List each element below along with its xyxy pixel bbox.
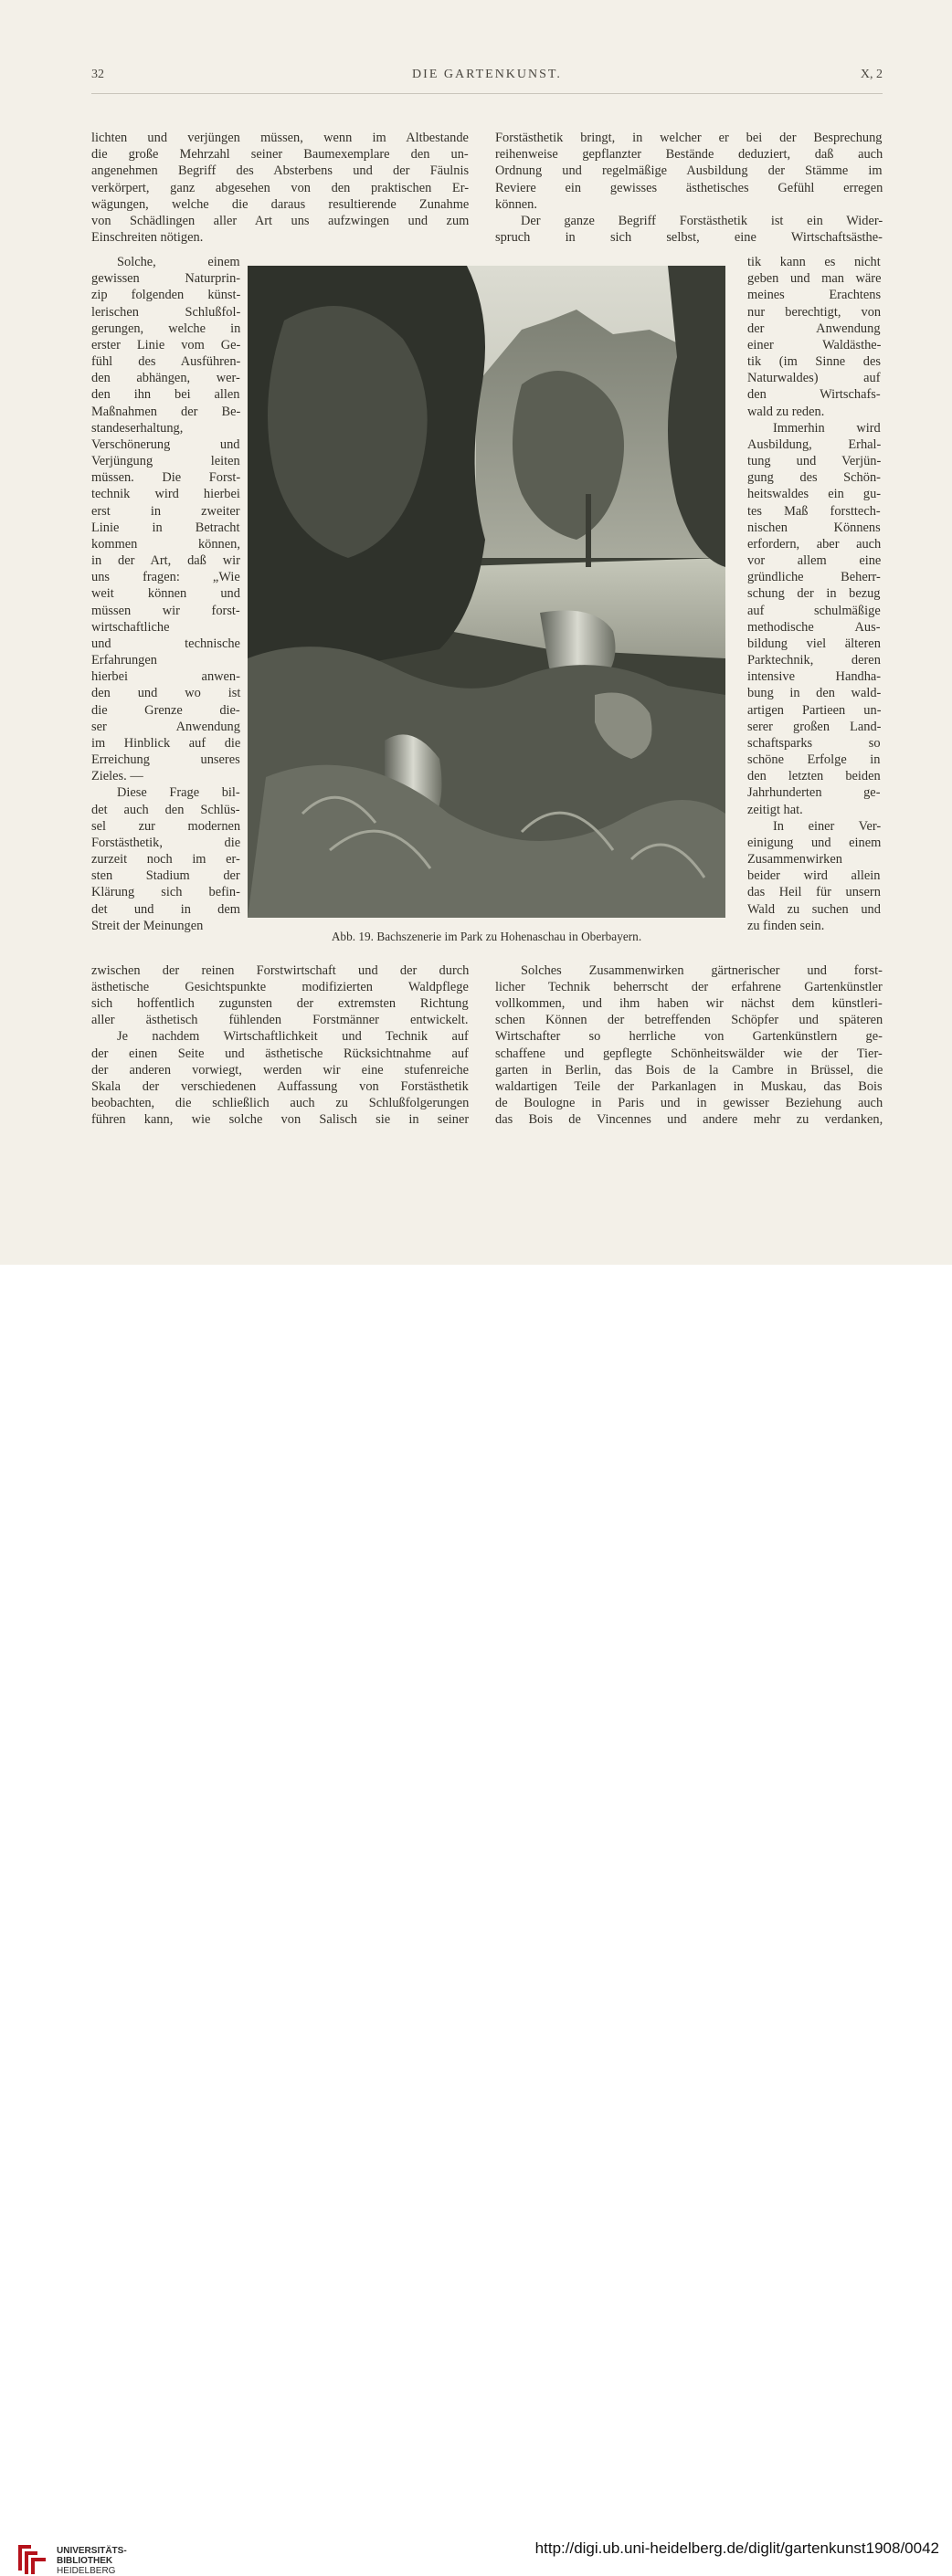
col1-narrow-line: den abhängen, wer- — [91, 371, 240, 386]
col1-narrow-line: Verschönerung und — [91, 436, 240, 452]
col1-narrow-line: den und wo ist — [91, 686, 241, 701]
col1-narrow-line: hierbei anwen- — [91, 669, 240, 685]
col2-top-line: Der ganze Begriff Forstästhetik ist ein Wider- — [521, 213, 883, 228]
col1-top-line: angenehmen Begriff des Absterbens und der Fäulnis — [91, 163, 470, 179]
col1-narrow-line: lerischen Schlußfol- — [91, 304, 241, 320]
col2-bottom-line: schen Können der betreffenden Schöpfer und späteren — [495, 1013, 883, 1028]
col2-narrow-line: schöne Erfolge in — [747, 752, 881, 768]
col1-narrow-line: uns fragen: „Wie — [91, 570, 240, 585]
col1-narrow-line: gerungen, welche in — [91, 321, 241, 336]
col1-narrow-line: Linie in Betracht — [91, 520, 240, 535]
col2-narrow-line: bildung viel älteren — [747, 636, 881, 651]
col1-narrow-line: Maßnahmen der Be- — [91, 404, 241, 419]
col2-narrow-line: In einer Ver- — [773, 818, 882, 834]
col2-narrow-line: erfordern, aber auch — [747, 536, 882, 552]
col2-narrow-line: geben und man wäre — [747, 271, 882, 287]
col2-narrow-line: meines Erachtens — [747, 288, 882, 303]
col2-bottom-line: garten in Berlin, das Bois de la Cambre in Brüssel, die — [495, 1062, 883, 1078]
figure-photo — [248, 266, 725, 918]
col2-narrow-line: tik (im Sinne des — [747, 354, 881, 370]
col2-narrow-line: artigen Partieen un- — [747, 702, 882, 718]
col2-narrow-line: Immerhin wird — [773, 420, 881, 436]
col2-top-line: Forstästhetik bringt, in welcher er bei der Besprechung — [495, 131, 883, 145]
col1-narrow-line: Zieles. — — [91, 769, 143, 784]
col2-bottom-line: Solches Zusammenwirken gärtnerischer und forst- — [521, 963, 883, 978]
col2-bottom-line: licher Technik beherrscht der erfahrene Gartenkünstler — [495, 980, 883, 995]
col1-narrow-line: wirtschaftliche — [91, 619, 170, 635]
col1-narrow-line: sel zur modernen — [91, 818, 241, 834]
col2-narrow-line: heitswaldes ein gu- — [747, 487, 882, 502]
col1-narrow-line: erster Linie vom Ge- — [91, 337, 241, 352]
col1-narrow-line: standeserhaltung, — [91, 420, 184, 436]
col2-bottom-line: vollkommen, und ihm haben wir nächst dem künstleri- — [495, 996, 883, 1012]
library-line-1: UNIVERSITÄTS- — [57, 2546, 127, 2556]
running-header — [91, 68, 883, 88]
col2-narrow-line: schung der in bezug — [747, 586, 881, 602]
col1-top-line: von Schädlingen aller Art uns aufzwingen und zum — [91, 213, 470, 228]
col2-narrow-line: einigung und einem — [747, 835, 882, 850]
library-line-2: BIBLIOTHEK — [57, 2556, 113, 2566]
page-number: 32 — [91, 68, 104, 81]
col1-narrow-line: zurzeit noch im er- — [91, 852, 240, 867]
col1-narrow-line: sten Stadium der — [91, 868, 240, 884]
col1-narrow-line: weit können und — [91, 586, 240, 602]
col1-narrow-line: erst in zweiter — [91, 503, 240, 519]
col1-narrow-line: Erreichung unseres — [91, 752, 240, 768]
col2-narrow-line: Wald zu suchen und — [747, 901, 881, 917]
col2-top-line: spruch in sich selbst, eine Wirtschaftsästhe- — [495, 230, 883, 246]
col2-narrow-line: nischen Könnens — [747, 520, 881, 535]
col2-top-line: reihenweise gepflanzter Bestände deduziert, daß auch — [495, 147, 883, 163]
col2-bottom-line: de Boulogne in Paris und in gewisser Beziehung auch — [495, 1095, 883, 1110]
col1-narrow-line: ser Anwendung — [91, 719, 240, 734]
col2-narrow-line: das Heil für unsern — [747, 885, 881, 900]
col1-narrow-line: Klärung sich befin- — [91, 885, 240, 900]
scanned-page — [0, 0, 952, 1265]
col1-narrow-line: Erfahrungen — [91, 653, 157, 668]
col2-narrow-line: gung des Schön- — [747, 470, 881, 486]
col2-narrow-line: Parktechnik, deren — [747, 653, 881, 668]
col2-bottom-line: schaffene und gepflegte Schönheitswälder wie der Tier- — [495, 1046, 883, 1061]
library-logo-icon — [16, 2539, 48, 2576]
col1-narrow-line: det und in dem — [91, 901, 240, 917]
source-url[interactable]: http://digi.ub.uni-heidelberg.de/diglit/gartenkunst1908/0042 — [534, 2539, 939, 2557]
col2-top-line: Ordnung und regelmäßige Ausbildung der Stämme im — [495, 163, 883, 179]
col2-narrow-line: intensive Handha- — [747, 669, 882, 685]
col2-bottom-line: Wirtschafter so herrliche von Gartenkünstlern ge- — [495, 1029, 883, 1045]
library-line-3: HEIDELBERG — [57, 2566, 116, 2576]
volume-number: X, 2 — [860, 68, 883, 81]
col1-narrow-line: technik wird hierbei — [91, 487, 240, 502]
col2-top-line: Reviere ein gewisses ästhetisches Gefühl erregen — [495, 180, 883, 195]
library-name — [57, 2546, 127, 2576]
col2-top-line: können. — [495, 196, 537, 212]
col2-narrow-line: den letzten beiden — [747, 769, 881, 784]
col2-narrow-line: gründliche Beherr- — [747, 570, 881, 585]
col1-bottom-line: führen kann, wie solche von Salisch sie in seiner — [91, 1111, 470, 1127]
col2-narrow-line: serer großen Land- — [747, 719, 882, 734]
col1-narrow-line: in der Art, daß wir — [91, 553, 240, 569]
col2-narrow-line: schaftsparks so — [747, 735, 881, 751]
col2-narrow-line: zeitigt hat. — [747, 802, 803, 817]
col1-narrow-line: gewissen Naturprin- — [91, 271, 241, 287]
col2-narrow-line: beider wird allein — [747, 868, 881, 884]
col2-narrow-line: Ausbildung, Erhal- — [747, 436, 882, 452]
col1-narrow-line: Streit der Meinungen — [91, 918, 204, 933]
col1-narrow-line: im Hinblick auf die — [91, 735, 241, 751]
col2-narrow-line: vor allem eine — [747, 553, 882, 569]
col1-bottom-line: Je nachdem Wirtschaftlichkeit und Technik auf — [117, 1029, 469, 1045]
col2-narrow-line: zu finden sein. — [747, 918, 825, 933]
col1-bottom-line: sich hoffentlich zugunsten der extremsten Richtung — [91, 996, 469, 1012]
col1-narrow-line: den ihn bei allen — [91, 387, 240, 403]
col1-narrow-line: müssen wir forst- — [91, 603, 240, 618]
col1-narrow-line: Verjüngung leiten — [91, 454, 240, 469]
col1-bottom-line: der anderen vorwiegt, werden wir eine stufenreiche — [91, 1062, 470, 1078]
col1-bottom-line: ästhetische Gesichtspunkte modifizierten Waldpflege — [91, 980, 469, 995]
col1-bottom-line: Skala der verschiedenen Auffassung von Forstästhetik — [91, 1078, 469, 1094]
col2-narrow-line: bung in den wald- — [747, 686, 882, 701]
col2-narrow-line: methodische Aus- — [747, 619, 881, 635]
col2-narrow-line: den Wirtschafs- — [747, 387, 881, 403]
col2-narrow-line: Zusammenwirken — [747, 852, 842, 867]
col1-top-line: verkörpert, ganz abgesehen von den praktischen Er- — [91, 180, 469, 195]
col1-narrow-line: müssen. Die Forst- — [91, 470, 241, 486]
col2-narrow-line: tik kann es nicht — [747, 255, 881, 269]
stream-scenery-illustration — [248, 266, 725, 918]
col1-narrow-line: fühl des Ausführen- — [91, 354, 241, 370]
col1-narrow-line: Forstästhetik, die — [91, 835, 241, 850]
col1-bottom-line: aller ästhetisch fühlenden Forstmänner entwickelt. — [91, 1013, 469, 1028]
col2-narrow-line: auf schulmäßige — [747, 603, 881, 618]
col2-narrow-line: tung und Verjün- — [747, 454, 882, 469]
figure-caption: Abb. 19. Bachszenerie im Park zu Hohenaschau in Oberbayern. — [331, 930, 642, 943]
header-rule — [91, 93, 883, 94]
col1-narrow-line: det auch den Schlüs- — [91, 802, 240, 817]
col1-top-line: wägungen, welche die daraus resultierende Zunahme — [91, 196, 470, 212]
col1-narrow-line: die Grenze die- — [91, 702, 240, 718]
col1-top-line: Einschreiten nötigen. — [91, 230, 204, 246]
col1-narrow-line: und technische — [91, 636, 240, 651]
col2-narrow-line: einer Waldästhe- — [747, 337, 882, 352]
col1-narrow-line: Diese Frage bil- — [117, 785, 240, 801]
col1-bottom-line: zwischen der reinen Forstwirtschaft und der durch — [91, 963, 470, 978]
library-footer — [0, 1265, 952, 2576]
col2-bottom-line: das Bois de Vincennes und andere mehr zu verdanken, — [495, 1111, 883, 1127]
journal-title: DIE GARTENKUNST. — [412, 68, 562, 81]
col1-narrow-line: Solche, einem — [117, 255, 240, 269]
col2-bottom-line: waldartigen Teile der Parkanlagen in Muskau, das Bois — [495, 1078, 883, 1094]
col2-narrow-line: der Anwendung — [747, 321, 881, 336]
col1-bottom-line: beobachten, die schließlich auch zu Schlußfolgerungen — [91, 1095, 470, 1110]
col2-narrow-line: nur berechtigt, von — [747, 304, 882, 320]
col2-narrow-line: tes Maß forsttech- — [747, 503, 881, 519]
col2-narrow-line: Jahrhunderten ge- — [747, 785, 881, 801]
col1-top-line: lichten und verjüngen müssen, wenn im Altbestande — [91, 131, 469, 145]
col1-narrow-line: kommen können, — [91, 536, 240, 552]
col2-narrow-line: wald zu reden. — [747, 404, 825, 419]
col1-bottom-line: der einen Seite und ästhetische Rücksichtnahme auf — [91, 1046, 469, 1061]
col1-top-line: die große Mehrzahl seiner Baumexemplare den un- — [91, 147, 469, 163]
col2-narrow-line: Naturwaldes) auf — [747, 371, 881, 386]
col1-narrow-line: zip folgenden künst- — [91, 288, 241, 303]
